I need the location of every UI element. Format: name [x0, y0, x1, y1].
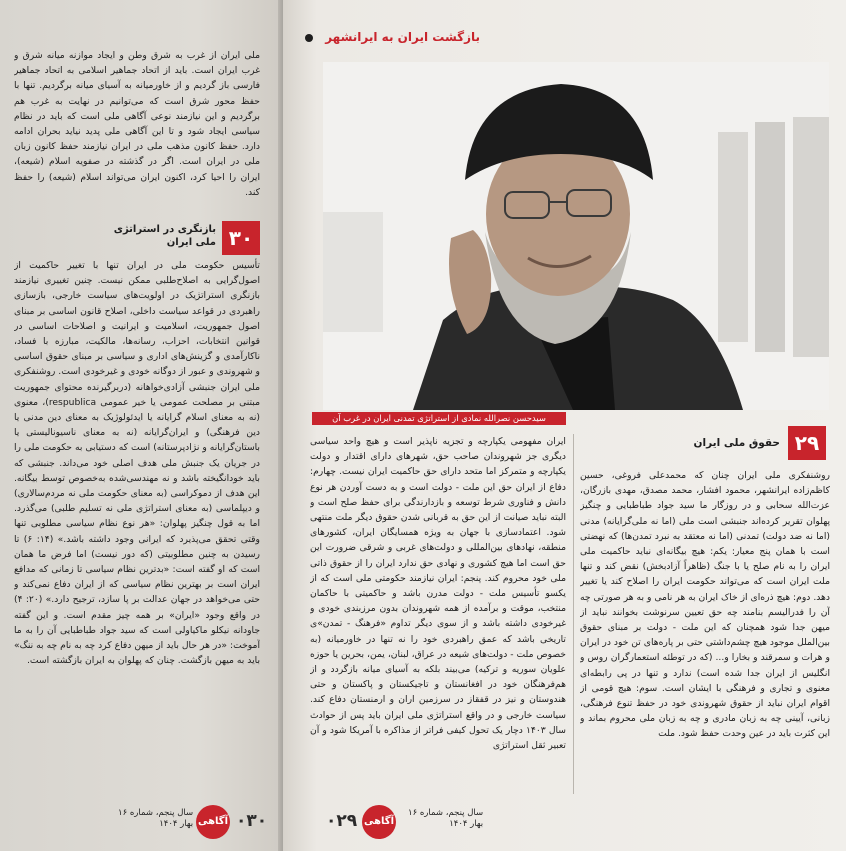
left-folio: [118, 808, 193, 830]
magazine-logo-right: آگاهی: [362, 805, 396, 839]
left-main-text: [14, 258, 260, 768]
right-running-head-title: بازگشت ایران به ایرانشهر: [325, 30, 481, 44]
column-divider: [573, 434, 574, 794]
right-page-number: ۰۲۹: [326, 811, 358, 831]
section-29-title: حقوق ملی ایران: [693, 437, 780, 449]
right-column-a-paragraph: روشنفکری ملی ایران چنان که محمدعلی فروغی، حسین کاظم‌زاده ایرانشهر، محمود افشار، محمد مصدق، مهدی بازرگان، عزت‌الله سحابی و در روزگار ما سید جواد طباطبایی و چنگیز پهلوان تقریر کرده‌اند جنبشی است ملی (اما نه ملی‌گرایانه) مدنی (اما نه ضد دولت) تمدنی (اما نه معتقد به نبرد تمدن‌ها) که نهضتی است با همان پنج معیار: یکم: هیچ بیگانه‌ای نباید حاکمیت ملی ایران را به نام صلح یا با جنگ (ظاهراً آزادبخش) نقض کند و تنها ملت ایران است که می‌تواند حکومت ایران را اصلاح کند یا تغییر دهد. دوم: هیچ ذره‌ای از خاک ایران به هر نامی و به هر صورتی چه آن را فدرالیسم بنامند چه حق تعیین سرنوشت بخوانند نباید از میهن جدا شود همچنان که این ملت - دولت بر مبنای حقوق بین‌الملل موجود هیچ چشم‌داشتی حتی بر پاره‌های تن خود در ایران و هرات و سمرقند و بخارا و... (که در توطئه استعمارگران روس و انگلیس از ایران جدا شده است) ندارد و تنها در پی رابطه‌ای معنوی و تجاری و فرهنگی با ایشان است. سوم: هیچ قومی از اقوام ایران نباید از حقوق شهروندی خود در حفظ تنوع فرهنگی، زبانی، آیینی چه به زبان مادری و چه به زبان ملی محروم بماند و این کثرت باید در عین وحدت حفظ شود. ملت: [580, 470, 830, 740]
right-folio-line2: بهار ۱۴۰۴: [449, 819, 484, 829]
left-main-paragraph: تأسیس حکومت ملی در ایران تنها با تغییر حاکمیت از اصول‌گرایی به اصلاح‌طلبی ممکن نیست. چنین تغییری نیازمند بازنگری استراتژیک در اولویت‌های سیاست خارجی، بازسازی راهبردی در قواعد سیاست داخلی، اصلاح قانون اساسی بر مبنای اصول جمهوریت، اسلامیت و ایرانیت و اصلاحات اساسی در قوانین انتخابات، احزاب، رسانه‌ها، مالکیت، مبارزه با فساد، ناکارآمدی و گزینش‌های اداری و سیاسی بر مبنای حقوق اساسی و شهروندی و عبور از دوگانه خودی و غیرخودی است. روشنفکری ملی ایران جنبشی آزادی‌خواهانه (دربرگیرنده محتوای جمهوریت مبتنی بر مصلحت عمومی یا خیر عمومی respublica)، معنوی (نه به معنای اسلام گرایانه یا ایدئولوژیک به معنای دین مدنی یا دین فرهنگی) و ایران‌گرایانه (نه به معنای ناسیونالیستی یا باستان‌گرایانه و نژادپرستانه) است که دستیابی به حکومت ملی را در جریان یک جنبش ملی هدف اصلی خود می‌داند. جنبشی که باید خودانگیخته باشد و نه مهندسی‌شده به‌خصوص توسط بیگانه. این هدف از دموکراسی (به معنای حکومت ملی نه مردم‌سالاری) و دیپلماسی (به معنای استراتژی ملی نه تسلیم طلبی) می‌گذرد. اما به قول چنگیز پهلوان: «هر نوع نظام سیاسی مطلوبی تنها وقتی تحقق می‌پذیرد که ایرانی وجود داشته باشد.» (۱۴: ۶) تا رسیدن به چنین مطلوبیتی (که دور نیست) اما فرض ما همان است که او گفته است: «بدترین نظام سیاسی تا زمانی که مدافع ایران است بر بهترین نظام سیاسی که از ایران دفاع نمی‌کند و حتی می‌خواهد در جهان عدالت بر پا سازد، ترجیح دارد.» (۲۰: ۴) در واقع وجود «ایران» بر همه چیز مقدم است. و این گفته جاودانه نیکلو ماکیاولی است که سید جواد طباطبایی آن را به ما آموخت: «در هر حال باید از میهن دفاع کرد چه به نام چه به ننگ» باید به میهن بازگشت. چنان که پهلوان به ایران بازگشته است.: [14, 260, 260, 667]
photo-caption: سیدحسن نصرالله نمادی از استراتژی تمدنی ایران در غرب آن: [312, 412, 566, 425]
section-30-title: بازنگری در استراتژی ملی ایران: [113, 224, 216, 248]
section-30-number: ۳۰: [222, 221, 260, 255]
section-29-number: ۲۹: [788, 426, 826, 460]
left-folio-line1: سال پنجم، شماره ۱۶: [118, 808, 194, 818]
right-column-b-paragraph: ایران مفهومی یکپارچه و تجزیه ناپذیر است و هیچ واحد سیاسی دیگری جز شهروندان صاحب حق، شهرهای دارای اقتدار و دولت یکپارچه و متمرکز اما متحد دارای حق حاکمیت ایران نیست. چهارم: دفاع از ایران حق این ملت - دولت است و به دست آوردن هر نوع دانش و فناوری شرط توسعه و بازدارندگی برای حفظ صلح است و البته نباید صیانت از این حق به قربانی شدن حقوق دیگر ملت منتهی شود. اعتمادسازی با جهان به ویژه همسایگان ایران، کشورهای منطقه، نهادهای بین‌المللی و دولت‌های غربی و شرقی ضرورت این حق است اما هیچ کشوری و نهادی حق ندارد ایران را از حقوق ذاتی ملی خود محروم کند. پنجم: ایران نیازمند حکومتی ملی است که از یکسو تأسیس ملت - دولت مدرن باشد و حاکمیتی با حاکمان منتخب، موقت و برآمده از همه شهروندان بدون مرزبندی خودی و غیرخودی داشته باشد و از سوی دیگر تداوم «فرهنگ - تمدن»ی تاریخی باشد که عمق راهبردی خود را نه تنها در خاورمیانه (به خصوص ملت - دولت‌های شیعه در عراق، لبنان، یمن، بحرین یا حوزه علویان سوریه و ترکیه) می‌بیند بلکه به آسیای میانه بازگردد و از هم‌فرهنگان خود در افغانستان و تاجیکستان و پاکستان و حتی هندوستان و نیز در قفقاز در سرزمین اران و ارمنستان دفاع کند. سیاست خارجی و در واقع استراتژی ملی ایران باید پس از حوادث سال ۱۴۰۳ دچار یک تحول کیفی فراتر از مذاکره با آمریکا شود و آن تعبیر ثقل استراتژی: [310, 436, 566, 752]
left-intro-paragraph: ملی ایران از غرب به شرق وطن و ایجاد موازنه میانه شرق و غرب ایران است. باید از اتحاد جماهیر اسلامی به اتحاد جماهیر فارسی باز گردیم و از خاورمیانه به آسیای میانه برگردیم. تنها با حفظ محور شرق است که می‌توانیم در نهایت به غرب هم برگردیم و این نیازمند نوعی آگاهی ملی است که باید در نظام سیاسی ایجاد شود و تا این آگاهی ملی پدید نیاید بحران ادامه دارد. حفظ کانون مذهب ملی در ایران نیازمند حفظ کانون زبان ملی در ایران است. اگر در گذشته در صفویه اسلام (شیعه)، ایران را احیا کرد، اکنون ایران می‌تواند اسلام (شیعه) را حفظ کند.: [14, 50, 260, 198]
left-page-number: ۰۳۰: [236, 811, 268, 831]
portrait-photo: [323, 62, 829, 410]
left-folio-line2: بهار ۱۴۰۴: [159, 819, 194, 829]
right-running-head: [305, 30, 480, 44]
left-intro-text: [14, 48, 260, 208]
right-column-a: [580, 468, 830, 788]
right-folio-line1: سال پنجم، شماره ۱۶: [408, 808, 484, 818]
bullet-icon: [305, 34, 313, 42]
magazine-logo-left: آگاهی: [196, 805, 230, 839]
right-column-b: [310, 434, 566, 790]
right-folio: [408, 808, 483, 830]
